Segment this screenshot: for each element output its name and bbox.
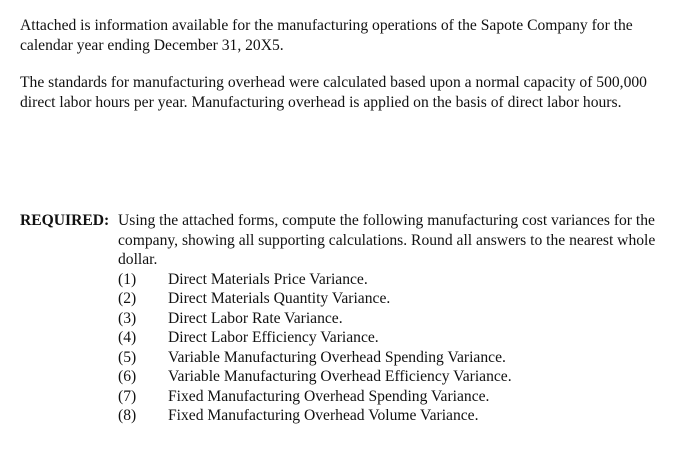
- list-item-number: (1): [118, 270, 137, 288]
- list-item-number: (3): [118, 309, 137, 327]
- required-instruction: Using the attached forms, compute the following manufacturing cost variances for the company, showing all supporting calculations. Round all answers to the nearest whole dollar.: [118, 212, 656, 268]
- list-item-text: Variable Manufacturing Overhead Efficiency Variance.: [168, 368, 512, 385]
- list-item: [118, 328, 678, 348]
- list-item-text: Fixed Manufacturing Overhead Volume Variance.: [168, 407, 479, 424]
- list-item-text: Variable Manufacturing Overhead Spending Variance.: [168, 348, 506, 366]
- intro-paragraph-overhead-standards: The standards for manufacturing overhead were calculated based upon a normal capacity of 500,000 direct labor hours per year. Manufacturing overhead is applied on the basis of direct labor hours.: [20, 74, 647, 111]
- list-item-text: Fixed Manufacturing Overhead Spending Variance.: [168, 387, 490, 405]
- list-item-number: (5): [118, 348, 137, 366]
- list-item-number: (2): [118, 290, 137, 307]
- list-item: [118, 387, 678, 407]
- list-item-number: (8): [118, 407, 137, 424]
- list-item-text: Direct Materials Quantity Variance.: [168, 290, 391, 307]
- list-item-number: (4): [118, 329, 137, 346]
- list-item: [118, 348, 678, 368]
- list-item-number: (7): [118, 387, 137, 405]
- variance-list: [118, 270, 678, 426]
- list-item: [118, 309, 678, 329]
- list-item-text: Direct Materials Price Variance.: [168, 270, 368, 288]
- list-item-text: Direct Labor Rate Variance.: [168, 309, 343, 327]
- list-item: [118, 406, 678, 426]
- list-item: [118, 367, 678, 387]
- list-item: [118, 270, 678, 290]
- list-item: [118, 289, 678, 309]
- list-item-text: Direct Labor Efficiency Variance.: [168, 329, 379, 346]
- intro-paragraph-company-info: Attached is information available for the manufacturing operations of the Sapote Company for the calendar year ending December 31, 20X5.: [20, 17, 633, 54]
- required-label: REQUIRED:: [20, 212, 110, 229]
- required-section: [20, 211, 680, 426]
- list-item-number: (6): [118, 368, 137, 385]
